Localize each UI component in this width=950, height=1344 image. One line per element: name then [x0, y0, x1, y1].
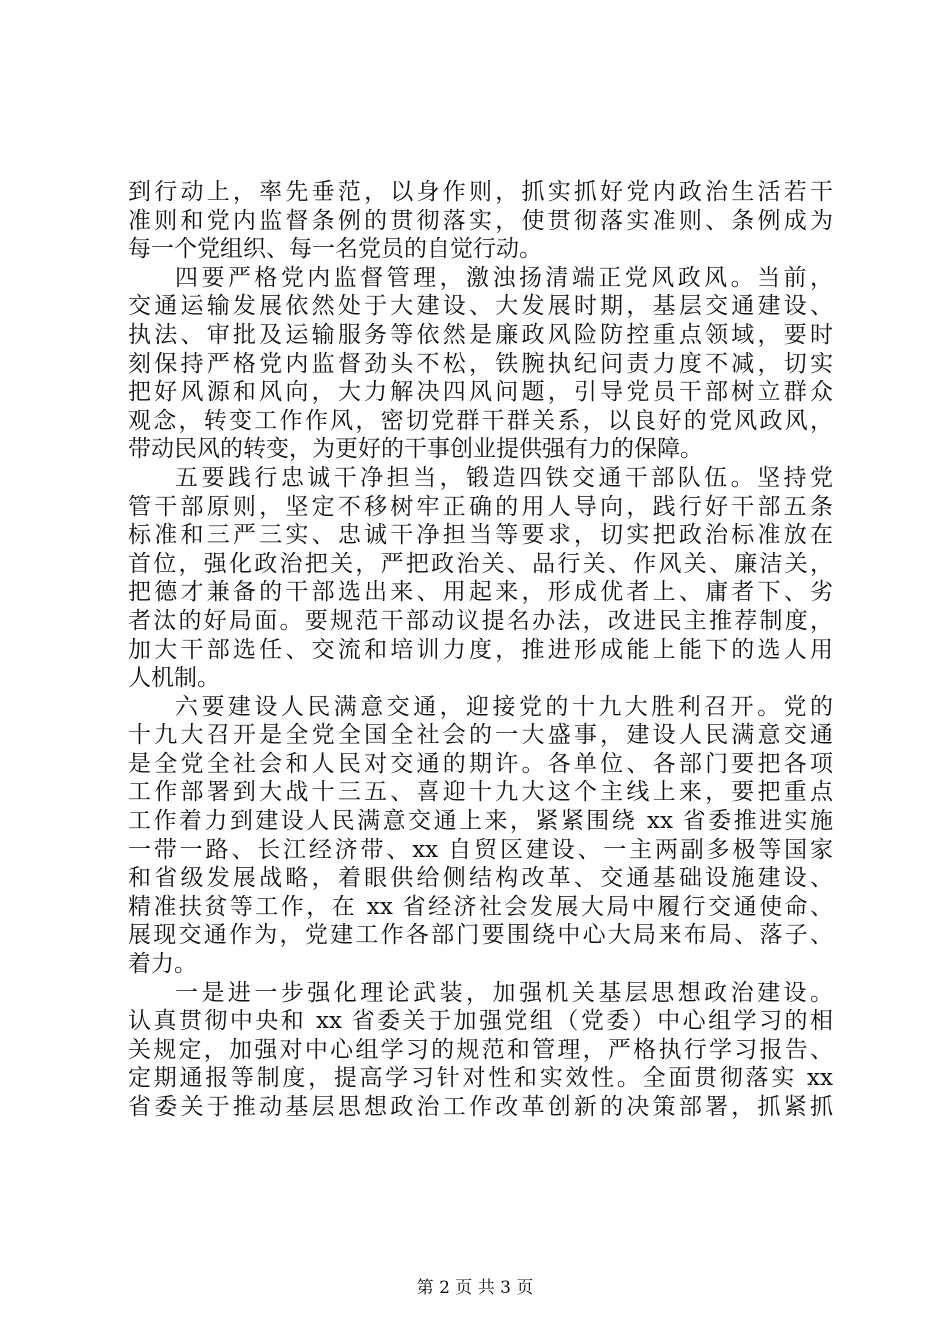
text-line: 定期通报等制度，提高学习针对性和实效性。全面贯彻落实 xx: [128, 1065, 833, 1092]
text-line: 刻保持严格党内监督劲头不松，铁腕执纪问责力度不减，切实: [128, 350, 833, 377]
text-line: 五要践行忠诚干净担当，锻造四铁交通干部队伍。坚持党: [175, 464, 833, 491]
text-line: 关规定，加强对中心组学习的规范和管理，严格执行学习报告、: [128, 1036, 833, 1063]
text-line: 着力。: [128, 951, 197, 978]
text-line: 标准和三严三实、忠诚干净担当等要求，切实把政治标准放在: [128, 522, 833, 549]
text-line: 每一个党组织、每一名党员的自觉行动。: [128, 236, 542, 263]
text-line: 和省级发展战略，着眼供给侧结构改革、交通基础设施建设、: [128, 865, 833, 892]
text-line: 工作部署到大战十三五、喜迎十九大这个主线上来，要把重点: [128, 779, 833, 806]
text-line: 执法、审批及运输服务等依然是廉政风险防控重点领域，要时: [128, 321, 833, 348]
text-line: 管干部原则，坚定不移树牢正确的用人导向，践行好干部五条: [128, 493, 833, 520]
text-line: 认真贯彻中央和 xx 省委关于加强党组（党委）中心组学习的相: [128, 1008, 833, 1035]
text-line: 四要严格党内监督管理，激浊扬清端正党风政风。当前，: [175, 264, 833, 291]
text-line: 展现交通作为，党建工作各部门要围绕中心大局来布局、落子、: [128, 922, 833, 949]
text-line: 精准扶贫等工作，在 xx 省经济社会发展大局中履行交通使命、: [128, 893, 833, 920]
text-line: 交通运输发展依然处于大建设、大发展时期，基层交通建设、: [128, 293, 833, 320]
text-line: 带动民风的转变，为更好的干事创业提供强有力的保障。: [128, 436, 703, 463]
text-line: 把德才兼备的干部选出来、用起来，形成优者上、庸者下、劣: [128, 579, 833, 606]
text-line: 人机制。: [128, 665, 220, 692]
page-footer: 第 2 页 共 3 页: [416, 1278, 534, 1298]
text-line: 一是进一步强化理论武装，加强机关基层思想政治建设。: [175, 979, 833, 1006]
text-line: 把好风源和风向，大力解决四风问题，引导党员干部树立群众: [128, 379, 833, 406]
text-line: 准则和党内监督条例的贯彻落实，使贯彻落实准则、条例成为: [128, 207, 833, 234]
text-line: 到行动上，率先垂范，以身作则，抓实抓好党内政治生活若干: [128, 179, 833, 205]
document-body: [128, 178, 833, 1122]
text-line: 观念，转变工作作风，密切党群干群关系，以良好的党风政风，: [128, 407, 833, 434]
text-line: 十九大召开是全党全国全社会的一大盛事，建设人民满意交通: [128, 722, 833, 749]
text-line: 加大干部选任、交流和培训力度，推进形成能上能下的选人用: [128, 636, 833, 663]
text-line: 首位，强化政治把关，严把政治关、品行关、作风关、廉洁关，: [128, 550, 833, 577]
text-line: 一带一路、长江经济带、xx 自贸区建设、一主两副多极等国家: [128, 836, 833, 863]
text-line: 是全党全社会和人民对交通的期许。各单位、各部门要把各项: [128, 750, 833, 777]
text-line: 者汰的好局面。要规范干部动议提名办法，改进民主推荐制度，: [128, 607, 833, 634]
text-line: 工作着力到建设人民满意交通上来，紧紧围绕 xx 省委推进实施: [128, 808, 833, 835]
text-line: 六要建设人民满意交通，迎接党的十九大胜利召开。党的: [175, 693, 833, 720]
text-line: 省委关于推动基层思想政治工作改革创新的决策部署，抓紧抓: [128, 1094, 833, 1120]
